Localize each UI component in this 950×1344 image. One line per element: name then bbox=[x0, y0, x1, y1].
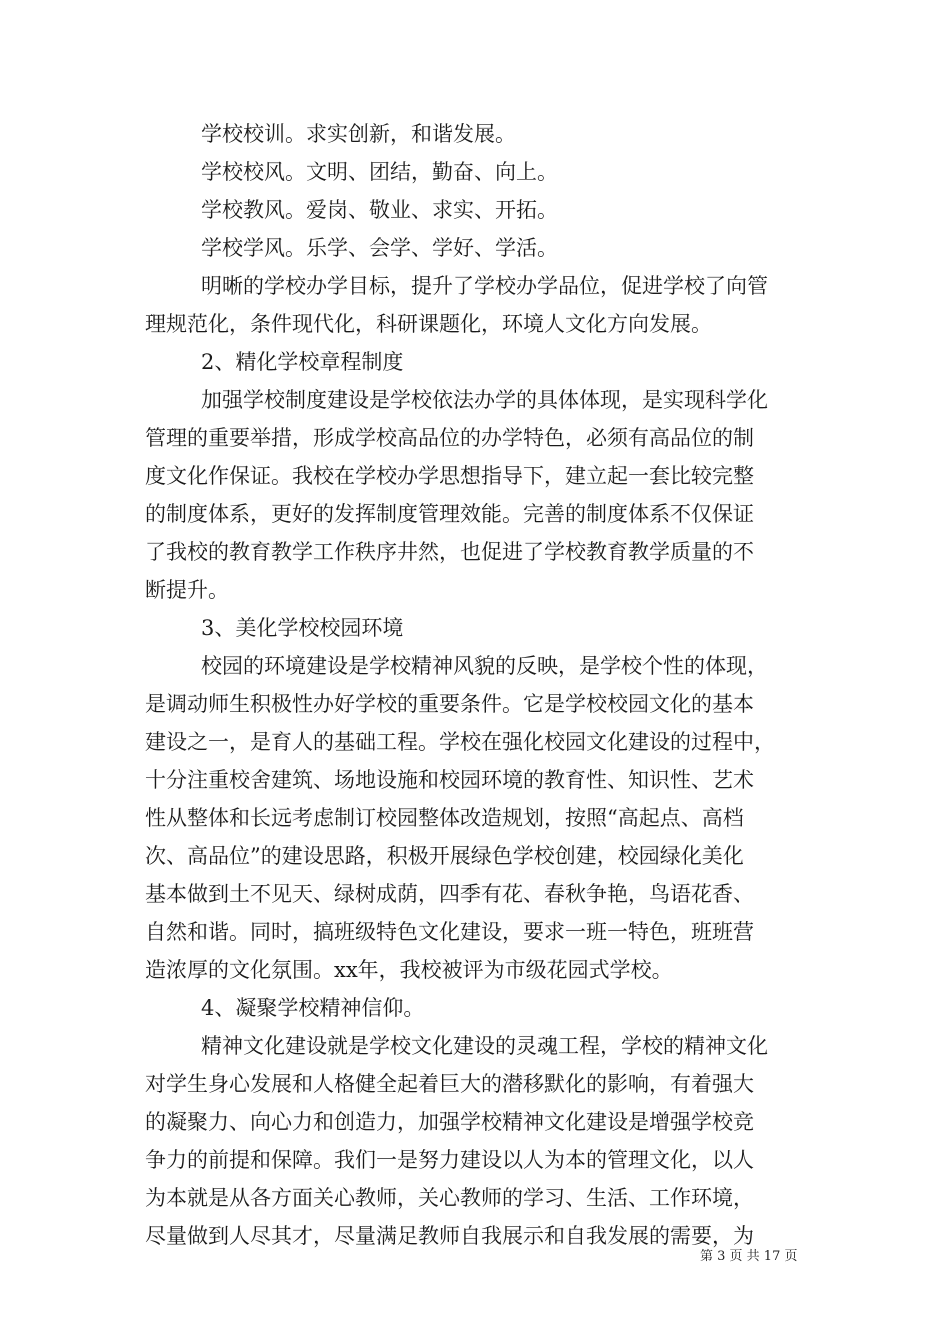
text-line: 性从整体和长远考虑制订校园整体改造规划，按照“高起点、高档 bbox=[145, 806, 744, 830]
text-line: 明晰的学校办学目标，提升了学校办学品位，促进学校了向管 bbox=[201, 274, 768, 298]
text-line: 十分注重校舍建筑、场地设施和校园环境的教育性、知识性、艺术 bbox=[145, 768, 754, 792]
text-line: 理规范化，条件现代化，科研课题化，环境人文化方向发展。 bbox=[145, 312, 712, 336]
text-line: 学校学风。乐学、会学、学好、学活。 bbox=[201, 236, 558, 260]
page-number: 第 3 页 共 17 页 bbox=[700, 1249, 798, 1264]
text-line: 建设之一，是育人的基础工程。学校在强化校园文化建设的过程中， bbox=[145, 730, 775, 754]
text-line: 学校校风。文明、团结，勤奋、向上。 bbox=[201, 160, 558, 184]
text-line: 尽量做到人尽其才，尽量满足教师自我展示和自我发展的需要，为 bbox=[145, 1224, 754, 1248]
body-text bbox=[145, 115, 813, 1255]
text-line: 争力的前提和保障。我们一是努力建设以人为本的管理文化，以人 bbox=[145, 1148, 754, 1172]
text-line: 对学生身心发展和人格健全起着巨大的潜移默化的影响，有着强大 bbox=[145, 1072, 754, 1096]
text-line: 次、高品位”的建设思路，积极开展绿色学校创建，校园绿化美化 bbox=[145, 844, 744, 868]
text-line: 学校校训。求实创新，和谐发展。 bbox=[201, 122, 516, 146]
text-line: 是调动师生积极性办好学校的重要条件。它是学校校园文化的基本 bbox=[145, 692, 754, 716]
text-line: 的制度体系，更好的发挥制度管理效能。完善的制度体系不仅保证 bbox=[145, 502, 754, 526]
text-line: 为本就是从各方面关心教师，关心教师的学习、生活、工作环境， bbox=[145, 1186, 754, 1210]
text-line: 了我校的教育教学工作秩序井然，也促进了学校教育教学质量的不 bbox=[145, 540, 754, 564]
text-line: 校园的环境建设是学校精神风貌的反映，是学校个性的体现， bbox=[201, 654, 768, 678]
text-line: 基本做到土不见天、绿树成荫，四季有花、春秋争艳，鸟语花香、 bbox=[145, 882, 754, 906]
text-line: 断提升。 bbox=[145, 578, 229, 602]
text-line: 精神文化建设就是学校文化建设的灵魂工程，学校的精神文化 bbox=[201, 1034, 768, 1058]
text-line: 加强学校制度建设是学校依法办学的具体体现，是实现科学化 bbox=[201, 388, 768, 412]
text-line: 度文化作保证。我校在学校办学思想指导下，建立起一套比较完整 bbox=[145, 464, 754, 488]
section-heading: 2、精化学校章程制度 bbox=[201, 350, 404, 374]
section-heading: 4、凝聚学校精神信仰。 bbox=[201, 996, 425, 1020]
text-line: 自然和谐。同时，搞班级特色文化建设，要求一班一特色，班班营 bbox=[145, 920, 754, 944]
text-line: 管理的重要举措，形成学校高品位的办学特色，必须有高品位的制 bbox=[145, 426, 754, 450]
section-heading: 3、美化学校校园环境 bbox=[201, 616, 404, 640]
text-line: 学校教风。爱岗、敬业、求实、开拓。 bbox=[201, 198, 558, 222]
text-line: 的凝聚力、向心力和创造力，加强学校精神文化建设是增强学校竞 bbox=[145, 1110, 754, 1134]
text-line: 造浓厚的文化氛围。xx年，我校被评为市级花园式学校。 bbox=[145, 958, 673, 982]
